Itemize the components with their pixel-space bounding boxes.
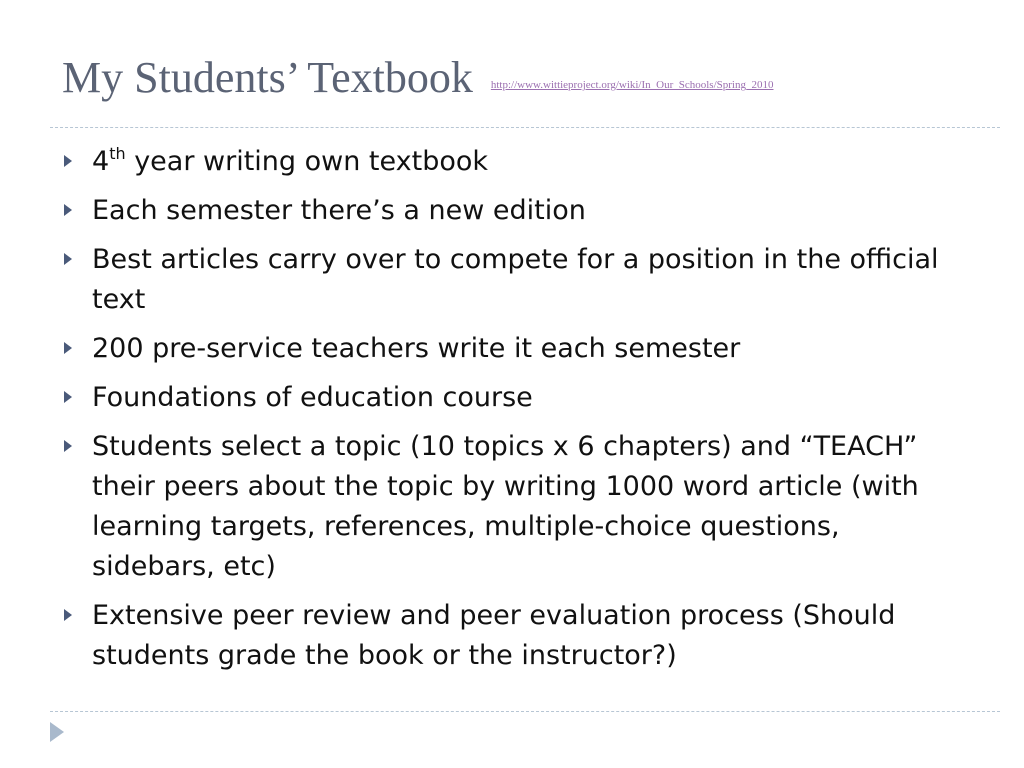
list-item (62, 142, 952, 182)
triangle-bullet-icon (64, 155, 72, 167)
bullet-text: year writing own textbook (125, 146, 489, 177)
triangle-bullet-icon (64, 391, 72, 403)
triangle-bullet-icon (64, 440, 72, 452)
list-item (62, 191, 952, 231)
bullet-text: Foundations of education course (92, 382, 533, 413)
triangle-bullet-icon (64, 609, 72, 621)
bullet-text: Each semester there’s a new edition (92, 195, 586, 226)
ordinal-suffix: th (109, 144, 126, 163)
play-triangle-icon[interactable] (50, 722, 64, 742)
bullet-text: Best articles carry over to compete for a position in the official text (92, 244, 939, 315)
bullet-number: 4 (92, 146, 110, 177)
list-item (62, 378, 952, 418)
list-item (62, 427, 952, 587)
title-row (62, 52, 773, 103)
triangle-bullet-icon (64, 342, 72, 354)
slide-title: My Students’ Textbook (62, 53, 473, 102)
list-item (62, 329, 952, 369)
list-item (62, 596, 952, 676)
bullet-text: Extensive peer review and peer evaluation process (Should students grade the book or the instructor?) (92, 600, 896, 671)
bottom-divider (50, 711, 1000, 712)
triangle-bullet-icon (64, 253, 72, 265)
list-item (62, 240, 952, 320)
bullet-list (62, 142, 952, 685)
triangle-bullet-icon (64, 204, 72, 216)
bullet-text: 200 pre-service teachers write it each semester (92, 333, 741, 364)
top-divider (50, 127, 1000, 128)
source-link[interactable]: http://www.wittieproject.org/wiki/In_Our_Schools/Spring_2010 (490, 79, 774, 91)
bullet-text: Students select a topic (10 topics x 6 chapters) and “TEACH” their peers about the topic by writing 1000 word article (with learning targets, references, multiple-choice questions, sidebars, etc) (92, 431, 919, 582)
